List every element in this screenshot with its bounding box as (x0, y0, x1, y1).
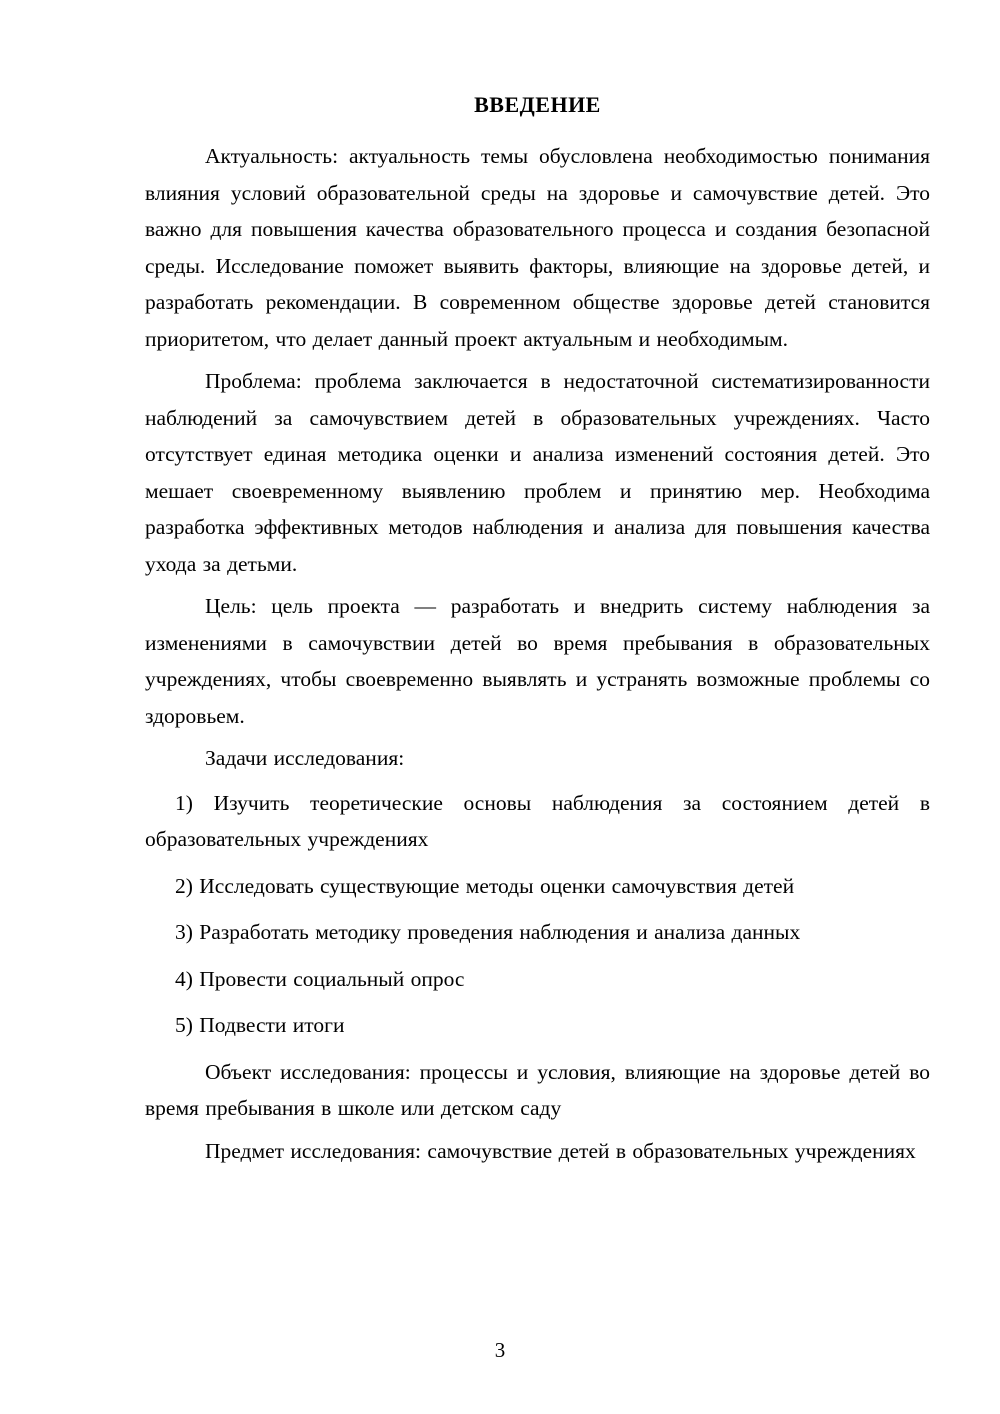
paragraph-object: Объект исследования: процессы и условия, влияющие на здоровье детей во время пребывания в школе или детском саду (145, 1059, 930, 1120)
tasks-heading: Задачи исследования: (205, 746, 405, 770)
paragraph-relevance: Актуальность: актуальность темы обусловлена необходимостью понимания влияния условий образовательной среды на здоровье и самочувствие детей. Это важно для повышения качества образовательного процесса и создания безопасной среды. Исследование поможет выявить факторы, влияющие на здоровье детей, и разработать рекомендации. В современном обществе здоровье детей становится приоритетом, что делает данный проект актуальным и необходимым. (145, 144, 930, 351)
task-item-4: 4) Провести социальный опрос (175, 966, 465, 991)
paragraph-goal: Цель: цель проекта — разработать и внедрить систему наблюдения за изменениями в самочувствии детей во время пребывания в образовательных учреждениях, чтобы своевременно выявлять и устранять возможные проблемы со здоровьем. (145, 594, 930, 728)
paragraph-subject: Предмет исследования: самочувствие детей в образовательных учреждениях (205, 1138, 916, 1163)
task-item-1: 1) Изучить теоретические основы наблюдения за состоянием детей в образовательных учреждениях (145, 790, 930, 851)
task-item-3: 3) Разработать методику проведения наблюдения и анализа данных (175, 920, 801, 944)
page-title: ВВЕДЕНИЕ (474, 92, 601, 117)
task-item-5: 5) Подвести итоги (175, 1013, 345, 1037)
page-number: 3 (494, 1338, 506, 1362)
paragraph-problem: Проблема: проблема заключается в недостаточной систематизированности наблюдений за самочувствием детей в образовательных учреждениях. Часто отсутствует единая методика оценки и анализа изменений состояния детей. Это мешает своевременному выявлению проблем и принятию мер. Необходима разработка эффективных методов наблюдения и анализа для повышения качества ухода за детьми. (145, 369, 930, 576)
task-item-2: 2) Исследовать существующие методы оценки самочувствия детей (175, 873, 795, 898)
